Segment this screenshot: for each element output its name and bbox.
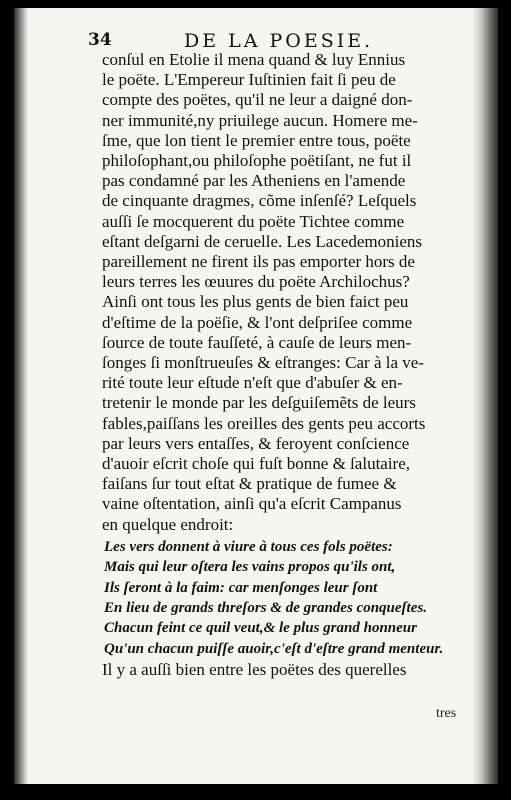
- text-line: faiſans ſur tout eſtat & pratique de fumee &: [102, 474, 397, 494]
- text-line: de cinquante dragmes, cõme inſenſé? Leſquels: [102, 191, 417, 211]
- text-line: pareillement ne firent ils pas emporter hors de: [102, 252, 415, 271]
- text-line: le poëte. L'Empereur Iuſtinien fait ſi peu de: [102, 70, 396, 90]
- text-line: fables,paiſſans les oreilles des gents peu accorts: [102, 413, 426, 433]
- text-line: conſul en Etolie il mena quand & luy Ennius: [102, 50, 406, 69]
- verse-line: Chacun feint ce quil veut,& le plus grand honneur: [104, 620, 417, 637]
- verse-line: Mais qui leur oſtera les vains propos qu'ils ont,: [104, 559, 396, 576]
- text-line: d'eſtime de la poëſie, & l'ont deſpriſee comme: [102, 312, 413, 332]
- text-line: tretenir le monde par les deſguiſemẽts de leurs: [102, 393, 416, 413]
- text-line: par leurs vers entaſſes, & feroyent conſcience: [102, 433, 410, 453]
- text-line: ner immunité,ny priuilege aucun. Homere me-: [102, 110, 418, 130]
- catchword: tres: [436, 706, 457, 721]
- text-line: ſonges ſi monſtrueuſes & eſtranges: Car à la ve-: [102, 353, 424, 372]
- verse-line: Qu'un chacun puiſſe auoir,c'eſt d'eſtre grand menteur.: [104, 640, 444, 657]
- verse-line: En lieu de grands threſors & de grandes conqueſtes.: [104, 600, 427, 616]
- text-line: eſtant deſgarni de ceruelle. Les Lacedemoniens: [102, 231, 423, 251]
- page-left-shadow: [14, 8, 28, 784]
- text-line: vaine oſtentation, ainſi qu'a eſcrit Campanus: [102, 494, 402, 514]
- text-line: Ainſi ont tous les plus gents de bien faict peu: [102, 292, 409, 312]
- text-line: ſme, que lon tient le premier entre tous, poëte: [102, 130, 411, 150]
- page-number: 34: [88, 30, 112, 50]
- verse-line: Les vers donnent à viure à tous ces fols poëtes:: [104, 538, 393, 555]
- text-line: compte des poëtes, qu'il ne leur a daigné don-: [102, 90, 413, 110]
- book-gutter: [472, 8, 498, 784]
- text-line: leurs terres les œuures du poëte Archilochus?: [102, 272, 410, 292]
- text-line: rité toute leur eſtude n'eſt que d'abuſer & en-: [102, 373, 403, 393]
- text-line: d'auoir eſcrit choſe qui fuſt bonne & ſalutaire,: [102, 454, 411, 473]
- text-line: en quelque endroit:: [102, 514, 234, 534]
- closing-line: Il y a auſſi bien entre les poëtes des querelles: [102, 660, 407, 680]
- text-line: philoſophant,ou philoſophe poëtiſant, ne fut il: [102, 151, 412, 170]
- text-line: ſource de toute fauſſeté, à cauſe de leurs men-: [102, 332, 412, 352]
- verse-line: Ils ſeront à la faim: car menſonges leur ſont: [104, 579, 378, 596]
- text-line: auſſi ſe mocquerent du poëte Tichtee comme: [102, 211, 405, 231]
- text-line: pas condamné par les Atheniens en l'amende: [102, 171, 406, 191]
- running-title: DE LA POESIE.: [184, 30, 374, 52]
